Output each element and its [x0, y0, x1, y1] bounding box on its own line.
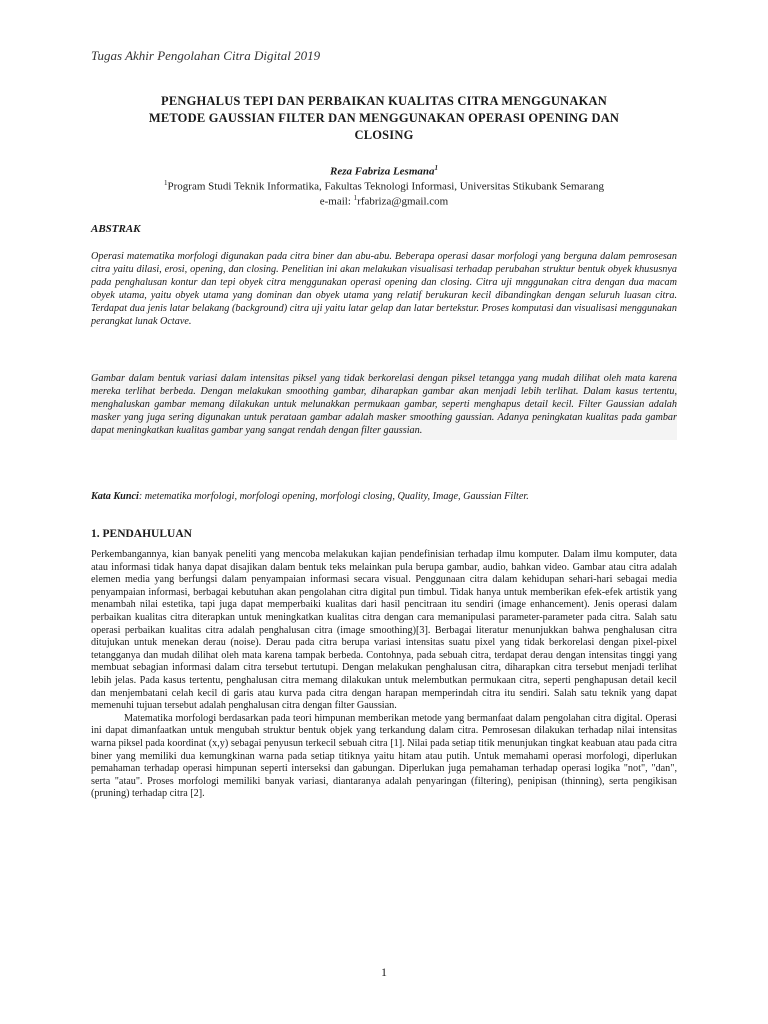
email-line [90, 194, 678, 208]
body-paragraph-2: Matematika morfologi berdasarkan pada teori himpunan memberikan metode yang bermanfaat dalam pengolahan citra digital. Operasi ini dapat dimanfaatkan untuk mengubah struktur bentuk objek yang terkandung dalam citra. Pemrosesan dilakukan terhadap nilai intensitas warna piksel pada koordinat (x,y) sebagai penyusun terkecil sebuah citra [1]. Nilai pada setiap titik menunjukan tingkat keabuan atau pada citra biner yang memiliki dua kemungkinan warna pada setiap titiknya yaitu hitam atau putih. Untuk memahami operasi morfologi, diperlukan pemahaman terhadap operasi himpunan seperti interseksi dan gabungan. Diperlukan juga pemahaman terhadap operasi logika "not", "dan", serta "atau". Proses morfologi memiliki banyak variasi, diantaranya adalah penyaringan (filtering), penipisan (thinning), serta pengikisan (pruning) terhadap citra [2]. [91, 712, 677, 800]
keywords-label: Kata Kunci [91, 491, 139, 502]
section-body [91, 549, 677, 801]
title-line-1: PENGHALUS TEPI DAN PERBAIKAN KUALITAS CITRA MENGGUNAKAN [160, 94, 607, 108]
author-name: Reza Fabriza Lesmana [329, 165, 435, 178]
running-header: Tugas Akhir Pengolahan Citra Digital 2019 [91, 48, 321, 63]
keywords-line [91, 491, 677, 502]
title-line-3: CLOSING [354, 128, 414, 142]
abstract-paragraph-1: Operasi matematika morfologi digunakan pada citra biner dan abu-abu. Beberapa operasi dasar morfologi yang berguna dalam pemrosesan citra yaitu dilasi, erosi, opening, dan closing. Penelitian ini akan melakukan visualisasi terhadap perubahan struktur bentuk obyek khususnya pada penghalusan kontur dan tepi obyek citra menggunakan operasi opening dan closing. Citra uji mnggunakan citra dengan dua macam obyek utama, yaitu obyek utama yang dominan dan obyek utama yang relatif berukuran kecil dibandingkan dengan seluruh luasan citra. Terdapat dua jenis latar belakang (background) citra uji yaitu latar gelap dan latar bertekstur. Proses komputasi dan visualisasi menggunakan perangkat lunak Octave. [91, 251, 677, 327]
keywords-text: : metematika morfologi, morfologi opening, morfologi closing, Quality, Image, Gaussian Filter. [138, 491, 529, 502]
body-paragraph-1: Perkembangannya, kian banyak peneliti yang mencoba melakukan kajian pendefinisian terhadap ilmu komputer. Dalam ilmu komputer, data atau informasi tidak hanya dapat disajikan dalam bentuk teks melainkan pula berupa gambar, audio, bahkan video. Gambar atau citra adalah elemen media yang berfungsi dalam penyampaian informasi secara visual. Penggunaan citra dalam kehidupan sehari-hari sebagai media penyampaian informasi, berbagai kebutuhan akan pengolahan citra digital pun timbul. Tidak hanya untuk memberikan efek-efek artistik yang menambah nilai estetika, tapi juga dapat memperbaiki kualitas dari hasil pencitraan itu sendiri (image enhancement). Jenis operasi dalam perbaikan kualitas citra diterapkan untuk meningkatkan kualitas citra dengan cara memanipulasi parameter-parameter pada citra. Salah satu operasi perbaikan kualitas citra adalah penghalusan citra (image smoothing)[3]. Berbagai literatur menunjukkan bahwa penghalusan citra ditujukan untuk menekan derau (noise). Derau pada citra berupa variasi intensitas suatu pixel yang tidak berkorelasi dengan pixel-pixel tetangganya dan mudah dilihat oleh mata karena tampak berbeda. Contohnya, pada sebuah citra, terdapat derau dengan intensitas tinggi yang membuat sebagian informasi dalam citra tersebut tertutupi. Dengan melakukan penghalusan citra, diharapkan citra tersebut menjadi terlihat lebih jelas. Pada kasus tertentu, penghalusan citra memang dilakukan untuk melembutkan permukaan citra, seperti penghapusan detail kecil dan menjembatani celah kecil di garis atau kurva pada citra dengan harapan memperindah citra itu sendiri. Salah satu teknik yang dapat memenuhi tujuan tersebut adalah penghalusan citra dengan filter Gaussian. [91, 549, 677, 712]
affiliation-line [90, 179, 678, 193]
email-superscript: 1 [353, 194, 358, 202]
affiliation-superscript: 1 [164, 179, 168, 187]
author-line [90, 164, 678, 178]
abstract-paragraph-2: Gambar dalam bentuk variasi dalam intensitas piksel yang tidak berkorelasi dengan piksel tetangga yang mudah dilihat oleh mata karena mereka terlihat berbeda. Dengan melakukan smoothing gambar, diharapkan gambar akan menjadi lebih terlihat. Dalam kasus tertentu, menghaluskan gambar memang dilakukan untuk melunakkan permukaan gambar, seperti menghapus detail kecil. Filter Gaussian adalah masker yang juga sering digunakan untuk perataan gambar adalah masker smoothing gaussian. Adanya peningkatan kualitas pada gambar dapat meningkatkan kualitas gambar yang sangat rendah dengan filter gaussian. [91, 370, 677, 440]
author-superscript: 1 [434, 164, 438, 172]
page-number: 1 [381, 965, 387, 979]
abstract-heading: ABSTRAK [91, 223, 141, 235]
email-address: rfabriza@gmail.com [357, 195, 449, 208]
paper-title [90, 93, 678, 144]
email-prefix: e-mail: [319, 195, 354, 208]
affiliation-text: Program Studi Teknik Informatika, Fakultas Teknologi Informasi, Universitas Stikubank Semarang [167, 180, 604, 193]
section-heading-pendahuluan: 1. PENDAHULUAN [91, 528, 192, 540]
title-line-2: METODE GAUSSIAN FILTER DAN MENGGUNAKAN OPERASI OPENING DAN [148, 111, 620, 125]
